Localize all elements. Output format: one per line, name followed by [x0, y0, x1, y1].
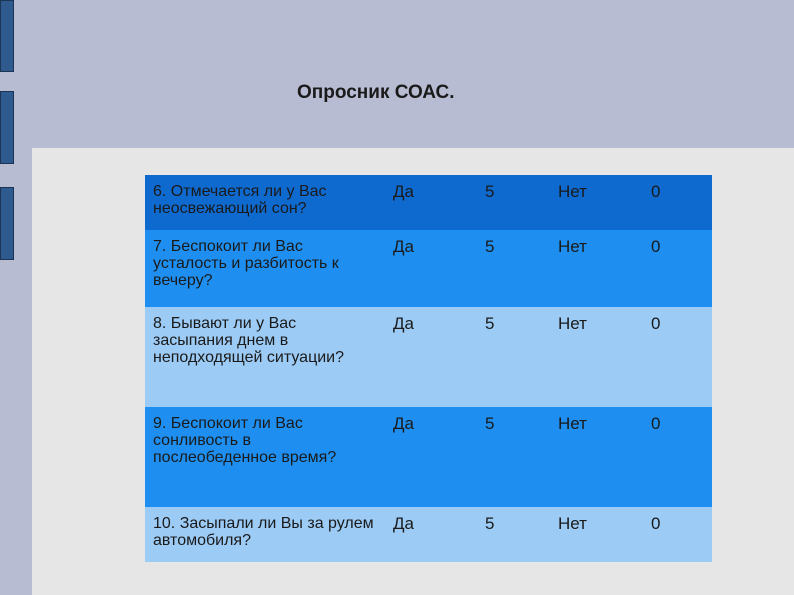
no-score-cell: 0 [651, 182, 661, 201]
yes-label-cell: Да [393, 314, 414, 333]
no-label-cell: Нет [558, 514, 587, 533]
side-bar-2 [0, 91, 14, 164]
no-label-cell: Нет [558, 414, 587, 433]
no-score-cell: 0 [651, 237, 661, 256]
no-score-cell: 0 [651, 414, 661, 433]
question-cell: 9. Беспокоит ли Вас сонливость в послеобеденное время? [153, 415, 337, 466]
table-row [145, 307, 712, 407]
question-cell: 6. Отмечается ли у Вас неосвежающий сон? [153, 183, 327, 217]
no-label-cell: Нет [558, 182, 587, 201]
table-row [145, 175, 712, 230]
yes-score-cell: 5 [485, 182, 495, 201]
question-cell: 8. Бывают ли у Вас засыпания днем в неподходящей ситуации? [153, 315, 345, 366]
yes-score-cell: 5 [485, 237, 495, 256]
table-row [145, 507, 712, 562]
yes-label-cell: Да [393, 237, 414, 256]
yes-label-cell: Да [393, 182, 414, 201]
question-cell: 7. Беспокоит ли Вас усталость и разбитость к вечеру? [153, 238, 339, 289]
yes-score-cell: 5 [485, 514, 495, 533]
slide-title: Опросник СОАС. [297, 82, 455, 103]
no-label-cell: Нет [558, 237, 587, 256]
yes-label-cell: Да [393, 414, 414, 433]
side-bar-1 [0, 0, 14, 72]
side-bar-3 [0, 187, 14, 260]
table-row [145, 407, 712, 507]
no-score-cell: 0 [651, 514, 661, 533]
question-cell: 10. Засыпали ли Вы за рулем автомобиля? [153, 515, 374, 549]
yes-score-cell: 5 [485, 314, 495, 333]
table-row [145, 230, 712, 307]
yes-label-cell: Да [393, 514, 414, 533]
no-score-cell: 0 [651, 314, 661, 333]
survey-table [145, 175, 712, 562]
no-label-cell: Нет [558, 314, 587, 333]
yes-score-cell: 5 [485, 414, 495, 433]
